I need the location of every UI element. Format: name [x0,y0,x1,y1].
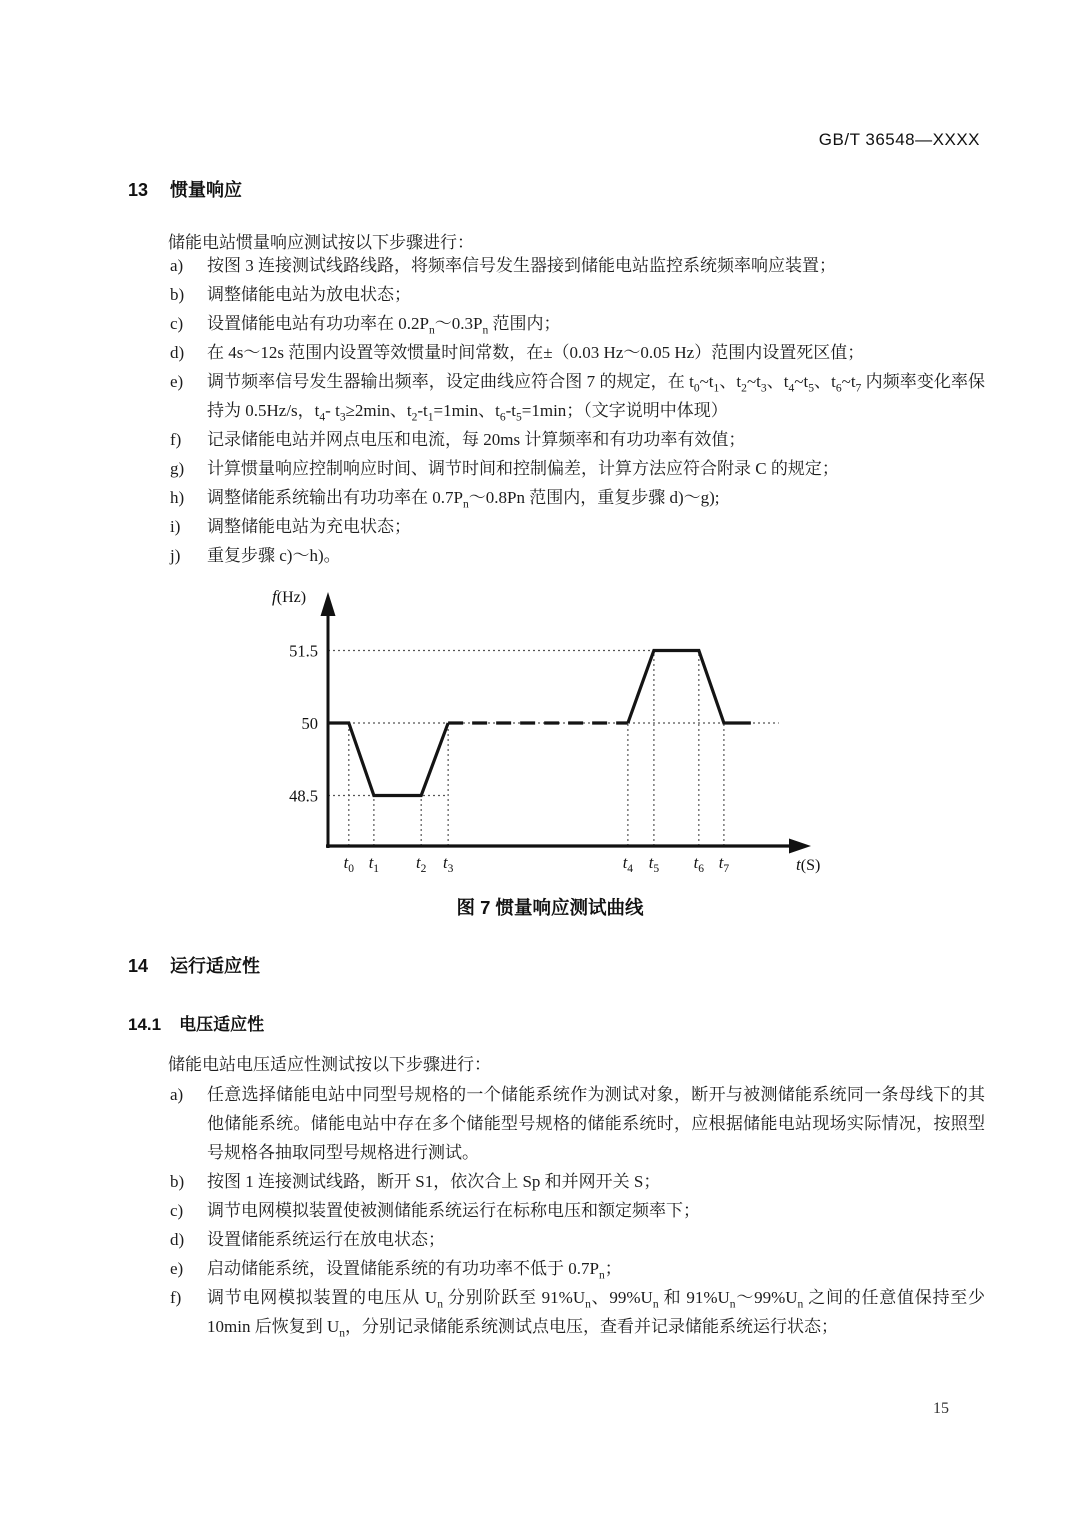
step-text: 计算惯量响应控制响应时间、调节时间和控制偏差，计算方法应符合附录 C 的规定； [207,459,839,478]
inertia-response-chart [270,578,830,888]
step-text: 调整储能电站为放电状态； [207,285,411,304]
svg-text:t1: $t_1$ [368,853,380,875]
section-number: 14.1 [128,1015,162,1034]
step-label: e) [170,1259,184,1278]
step-text: 重复步骤 c)～h)。 [207,546,341,565]
svg-text:t7: $t_7$ [718,853,730,875]
list-item [170,1167,985,1196]
section-number: 13 [128,180,149,200]
section-title: 运行适应性 [170,956,261,976]
section-14-1-steps [170,1080,985,1341]
step-label: b) [170,1172,185,1191]
svg-text:t3: $t_3$ [442,853,454,875]
svg-text:t5: $t_5$ [648,853,660,875]
step-label: b) [170,285,185,304]
section-13-intro: 储能电站惯量响应测试按以下步骤进行： [168,233,474,252]
section-14-1-intro: 储能电站电压适应性测试按以下步骤进行： [168,1055,491,1074]
list-item [170,1196,985,1225]
figure-caption: 图 7 惯量响应测试曲线 [456,897,644,918]
step-text: 任意选择储能电站中同型号规格的一个储能系统作为测试对象，断开与被测储能系统同一条母线下的其他储能系统。储能电站中存在多个储能型号规格的储能系统时，应根据储能电站现场实际情况，按照型号规格各抽取同型号规格进行测试。 [207,1085,985,1162]
list-item [170,1283,985,1341]
step-text: 记录储能电站并网点电压和电流，每 20ms 计算频率和有功功率有效值； [207,430,746,449]
list-item [170,251,985,280]
step-label: c) [170,314,184,333]
step-label: c) [170,1201,184,1220]
svg-text:51.5: 51.5 [289,641,318,661]
step-text: 按图 1 连接测试线路，断开 S1，依次合上 Sp 和并网开关 S； [207,1172,661,1191]
step-label: a) [170,256,184,275]
svg-text:f(Hz): f(Hz) [272,587,307,606]
figure-7 [270,578,830,888]
section-title: 惯量响应 [170,180,243,200]
list-item [170,309,985,338]
list-item [170,367,985,425]
list-item [170,454,985,483]
svg-text:t4: $t_4$ [622,853,634,875]
svg-text:50: 50 [301,714,318,733]
section-title: 电压适应性 [179,1015,265,1034]
svg-text:t6: $t_6$ [693,853,705,875]
section-13-heading [128,176,242,202]
step-label: j) [170,546,181,565]
list-item [170,425,985,454]
step-label: d) [170,343,185,362]
step-label: i) [170,517,181,536]
list-item [170,483,985,512]
step-label: g) [170,459,185,478]
section-number: 14 [128,956,149,976]
section-14-heading [128,952,260,978]
list-item [170,338,985,367]
list-item [170,1080,985,1167]
step-label: f) [170,1288,182,1307]
step-text: 调整储能电站为充电状态； [207,517,411,536]
step-label: a) [170,1085,184,1104]
page-number: 15 [933,1400,949,1417]
step-label: h) [170,488,185,507]
step-text: 调节频率信号发生器输出频率，设定曲线应符合图 7 的规定，在 $t_0\sim t_1$、$t_2\sim t_3$、$t_4\sim t_5$、$t_6\sim t_7$ 内频率变化率保持为 0.5Hz/s，$t_4-$ $t_3\ge 2\min$、$t_2-t_1=1\min$、$t_6-t_5=1\min$；（文字说明中体现） [207,372,986,424]
step-text: 在 4s～12s 范围内设置等效惯量时间常数，在±（0.03 Hz～0.05 Hz）范围内设置死区值； [207,343,865,362]
step-text: 启动储能系统，设置储能系统的有功功率不低于 $0.7P_n$； [207,1259,622,1282]
step-label: e) [170,372,184,391]
list-item [170,1254,985,1283]
step-label: d) [170,1230,185,1249]
svg-text:48.5: 48.5 [289,786,318,806]
standard-number: GB/T 36548—XXXX [818,130,980,149]
section-14-1-heading [128,1010,264,1035]
list-item [170,1225,985,1254]
step-text: 调节电网模拟装置使被测储能系统运行在标称电压和额定频率下； [207,1201,700,1220]
list-item [170,280,985,309]
step-text: 设置储能电站有功功率在 $0.2P_n\sim 0.3P_n$ 范围内； [207,314,561,337]
section-13-steps [170,251,985,570]
step-label: f) [170,430,182,449]
step-text: 设置储能系统运行在放电状态； [207,1230,445,1249]
list-item [170,512,985,541]
step-text: 调整储能系统输出有功功率在 $0.7P_n\sim 0.8Pn$ 范围内，重复步骤 d)～g); [207,488,720,511]
list-item [170,541,985,570]
svg-text:t2: $t_2$ [416,853,427,875]
step-text: 调节电网模拟装置的电压从 $U_n$ 分别阶跃至 $91\%U_n$、$99\%U_n$ 和 $91\%U_n\sim 99\%U_n$ 之间的任意值保持至少 10min 后恢复到 $U_n$，分别记录储能系统测试点电压，查看并记录储能系统运行状态； [207,1288,985,1340]
svg-text:t0: $t_0$ [343,853,354,875]
svg-text:t(S): t(S) [796,855,821,874]
step-text: 按图 3 连接测试线路线路，将频率信号发生器接到储能电站监控系统频率响应装置； [207,256,836,275]
